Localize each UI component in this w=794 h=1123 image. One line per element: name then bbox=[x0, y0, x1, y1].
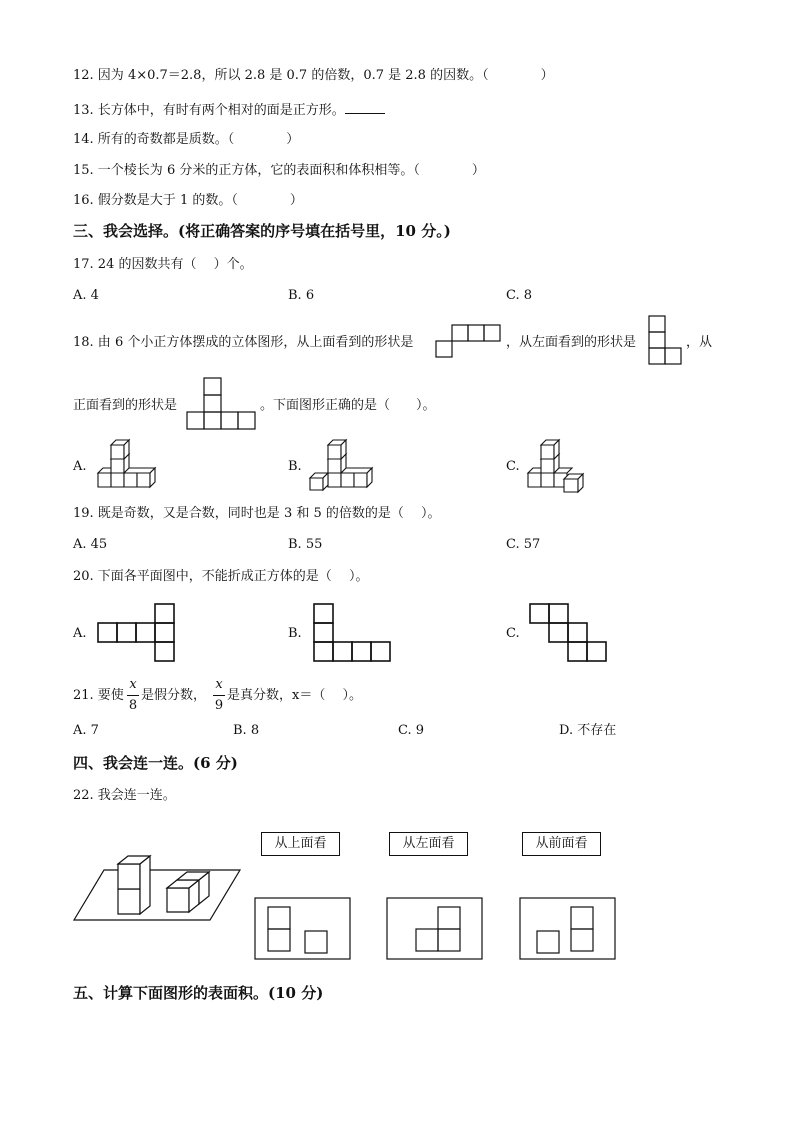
front-view-figure bbox=[186, 377, 258, 431]
q21-option-b: B. 8 bbox=[233, 723, 260, 738]
question-21-mid: 是假分数， bbox=[141, 688, 207, 703]
q18-option-a[interactable]: A. bbox=[73, 459, 87, 474]
top-view-figure bbox=[436, 324, 504, 358]
fraction-1-bar bbox=[127, 695, 139, 696]
question-14: 14. 所有的奇数都是质数。（ ） bbox=[73, 132, 300, 147]
question-18-part1: 18. 由 6 个小正方体摆成的立体图形，从上面看到的形状是 bbox=[73, 335, 414, 350]
q18-option-a-figure bbox=[92, 440, 164, 492]
q17-option-a: A. 4 bbox=[73, 288, 99, 303]
q20-option-b[interactable]: B. bbox=[288, 626, 302, 641]
q19-option-b: B. 55 bbox=[288, 537, 323, 552]
q17-option-b: B. 6 bbox=[288, 288, 315, 303]
section-3-title: 三、我会选择。(将正确答案的序号填在括号里，10 分。) bbox=[73, 222, 451, 240]
question-21-prefix: 21. 要使 bbox=[73, 688, 124, 703]
q18-option-b-figure bbox=[306, 436, 384, 492]
question-18-part5: 。下面图形正确的是（ ）。 bbox=[260, 398, 436, 413]
question-19: 19. 既是奇数，又是合数，同时也是 3 和 5 的倍数的是（ ）。 bbox=[73, 506, 441, 521]
question-13-text: 13. 长方体中，有时有两个相对的面是正方形。 bbox=[73, 103, 345, 118]
q19-option-c: C. 57 bbox=[506, 537, 541, 552]
q20-option-b-net bbox=[312, 602, 394, 664]
fraction-1-denominator: 8 bbox=[128, 698, 138, 713]
q18-option-c-figure bbox=[524, 436, 590, 494]
question-18-part2: ，从左面看到的形状是 bbox=[506, 335, 637, 350]
q18-option-c[interactable]: C. bbox=[506, 459, 520, 474]
q20-option-c[interactable]: C. bbox=[506, 626, 520, 641]
q21-option-a: A. 7 bbox=[73, 723, 99, 738]
fraction-1-numerator: x bbox=[129, 677, 137, 692]
question-15: 15. 一个棱长为 6 分米的正方体，它的表面积和体积相等。（ ） bbox=[73, 163, 485, 178]
section-4-title: 四、我会连一连。(6 分) bbox=[73, 754, 238, 772]
question-13 bbox=[73, 101, 385, 119]
fraction-2-bar bbox=[213, 695, 225, 696]
q20-option-c-net bbox=[528, 602, 610, 664]
view-box-2[interactable] bbox=[386, 897, 484, 961]
fraction-2-numerator: x bbox=[215, 677, 223, 692]
cube-arrangement-figure bbox=[72, 853, 244, 923]
section-5-title: 五、计算下面图形的表面积。(10 分) bbox=[73, 984, 324, 1002]
view-box-1[interactable] bbox=[254, 897, 352, 961]
question-21-suffix: 是真分数，x＝（ ）。 bbox=[227, 688, 362, 703]
answer-blank[interactable] bbox=[345, 101, 385, 114]
question-16: 16. 假分数是大于 1 的数。（ ） bbox=[73, 193, 303, 208]
question-20: 20. 下面各平面图中，不能折成正方体的是（ ）。 bbox=[73, 569, 369, 584]
question-22: 22. 我会连一连。 bbox=[73, 788, 176, 803]
left-view-figure bbox=[648, 315, 684, 367]
q19-option-a: A. 45 bbox=[73, 537, 108, 552]
question-12: 12. 因为 4×0.7＝2.8，所以 2.8 是 0.7 的倍数，0.7 是 2.8 的因数。（ ） bbox=[73, 68, 554, 83]
question-18-part3: ，从 bbox=[686, 335, 713, 350]
q17-option-c: C. 8 bbox=[506, 288, 533, 303]
view-label-front[interactable]: 从前面看 bbox=[522, 832, 601, 856]
question-17: 17. 24 的因数共有（ ）个。 bbox=[73, 257, 253, 272]
view-box-3[interactable] bbox=[519, 897, 617, 961]
question-18-part4: 正面看到的形状是 bbox=[73, 398, 178, 413]
q21-option-c: C. 9 bbox=[398, 723, 425, 738]
view-label-top[interactable]: 从上面看 bbox=[261, 832, 340, 856]
q20-option-a-net bbox=[96, 602, 178, 664]
fraction-2-denominator: 9 bbox=[214, 698, 224, 713]
q21-option-d: D. 不存在 bbox=[559, 723, 617, 738]
view-label-left[interactable]: 从左面看 bbox=[389, 832, 468, 856]
q18-option-b[interactable]: B. bbox=[288, 459, 302, 474]
q20-option-a[interactable]: A. bbox=[73, 626, 87, 641]
